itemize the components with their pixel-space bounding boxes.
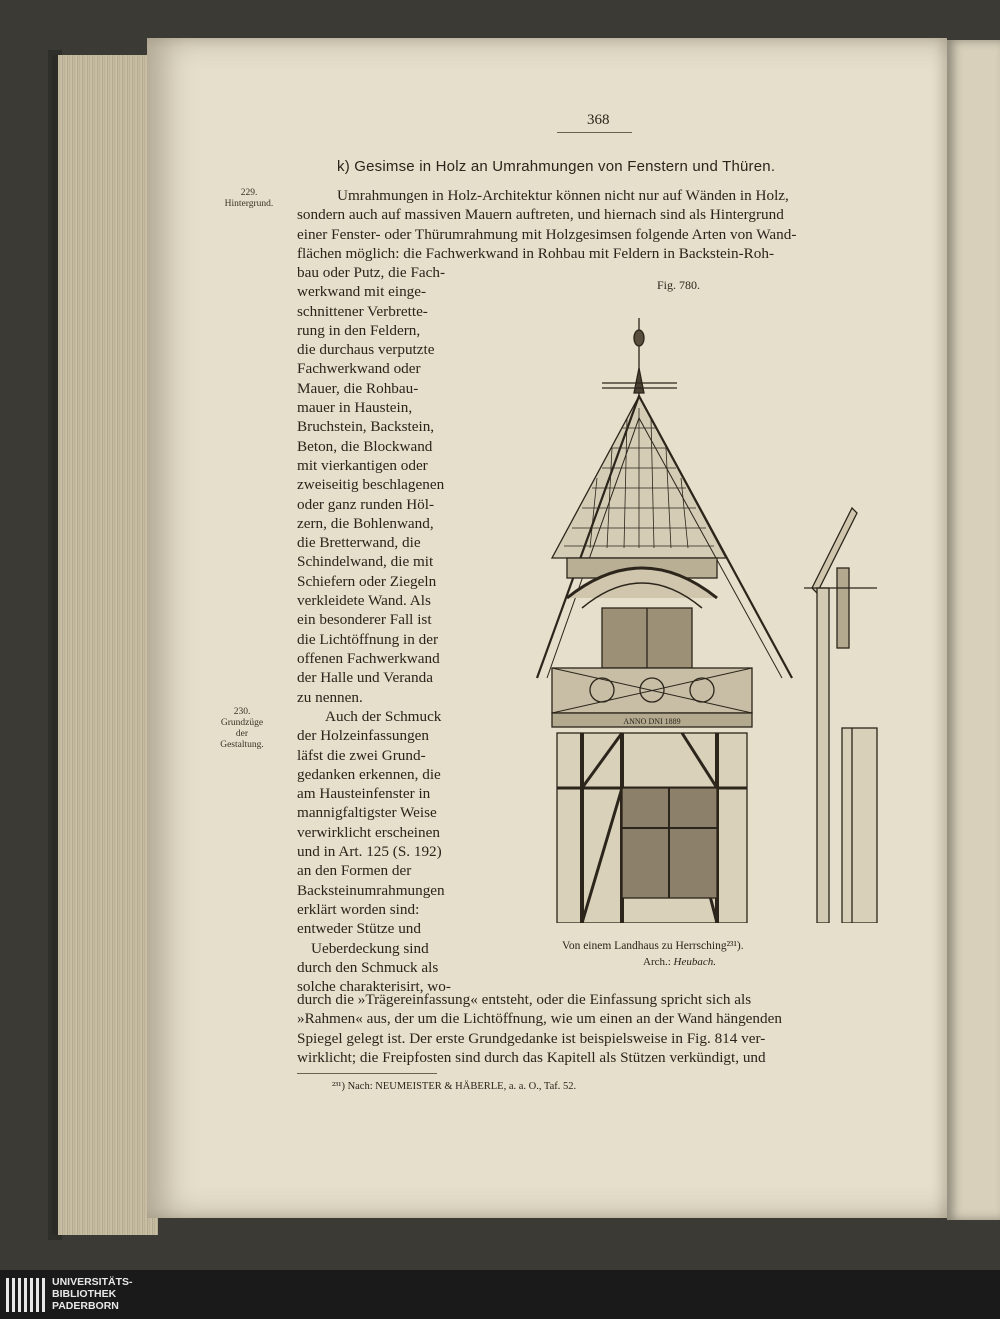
text-line: und in Art. 125 (S. 192): [297, 843, 442, 861]
text-line: mannigfaltigster Weise: [297, 804, 437, 822]
text-line: die durchaus verputzte: [297, 341, 435, 359]
text-line: einer Fenster- oder Thürumrahmung mit Holzgesimsen folgende Arten von Wand-: [297, 225, 797, 243]
margin-note-line: Gestaltung.: [220, 740, 264, 750]
text-line: Auch der Schmuck: [325, 708, 442, 725]
figure-inscription: ANNO DNI 1889: [623, 717, 681, 726]
text-line: Umrahmungen in Holz-Architektur können nicht nur auf Wänden in Holz,: [337, 187, 789, 204]
footnote: ²³¹) Nach: NEUMEISTER & HÄBERLE, a. a. O., Taf. 52.: [332, 1081, 577, 1092]
text-line: Spiegel gelegt ist. Der erste Grundgedanke ist beispielsweise in Fig. 814 ver-: [297, 1029, 766, 1047]
library-logo-icon: [6, 1278, 46, 1312]
text-line: Bruchstein, Backstein,: [297, 418, 435, 436]
margin-note-number: 230.: [233, 707, 251, 717]
text-line: mauer in Haustein,: [297, 399, 413, 417]
text-line: die Lichtöffnung in der: [297, 630, 439, 648]
text-line: die Bretterwand, die: [297, 534, 421, 552]
figure-dormer-drawing: [512, 308, 887, 923]
section-heading: k) Gesimse in Holz an Umrahmungen von Fenstern und Thüren.: [337, 158, 776, 175]
paragraph-2-column: [297, 707, 467, 996]
text-line: verwirklicht erscheinen: [297, 823, 440, 841]
text-line: erklärt worden sind:: [297, 900, 420, 918]
text-line: werkwand mit einge-: [297, 283, 427, 301]
text-line: mit vierkantigen oder: [297, 456, 428, 474]
text-line: verkleidete Wand. Als: [297, 592, 431, 610]
margin-note-229: [209, 188, 289, 210]
text-line: der Halle und Veranda: [297, 669, 433, 687]
text-line: an den Formen der: [297, 862, 412, 880]
margin-note-number: 229.: [240, 188, 258, 198]
text-line: Ueberdeckung sind: [311, 939, 429, 957]
margin-note-line: der: [235, 729, 249, 739]
text-line: der Holzeinfassungen: [297, 727, 430, 745]
footnote-rule: [297, 1073, 437, 1074]
figure-credit: [643, 956, 716, 968]
paragraph-1-full: [297, 186, 887, 263]
text-line: am Hausteinfenster in: [297, 785, 431, 803]
text-line: Fachwerkwand oder: [297, 360, 421, 378]
text-line: wirklicht; die Freipfosten sind durch das Kapitell als Stützen verkündigt, und: [297, 1048, 766, 1066]
page-number-rule: [557, 132, 632, 133]
text-line: ein besonderer Fall ist: [297, 611, 432, 629]
library-name: [52, 1276, 133, 1312]
library-footer: [0, 1270, 1000, 1319]
text-line: bau oder Putz, die Fach-: [297, 264, 446, 281]
text-line: Mauer, die Rohbau-: [297, 379, 419, 397]
text-line: oder ganz runden Höl-: [297, 495, 435, 513]
text-line: Backsteinumrahmungen: [297, 881, 445, 899]
figure-credit-name: Heubach.: [673, 956, 717, 968]
margin-note-230: [202, 707, 282, 751]
paragraph-2-full: [297, 990, 887, 1067]
text-line: zu nennen.: [297, 688, 363, 706]
margin-note-text: Hintergrund.: [224, 199, 274, 209]
text-line: flächen möglich: die Fachwerkwand in Rohbau mit Feldern in Backstein-Roh-: [297, 244, 775, 262]
text-line: »Rahmen« aus, der um die Lichtöffnung, wie um einen an der Wand hängenden: [297, 1010, 782, 1028]
paragraph-1-column: [297, 263, 467, 707]
text-line: zern, die Bohlenwand,: [297, 514, 434, 532]
book-page: [147, 38, 947, 1218]
text-line: durch die »Trägereinfassung« entsteht, oder die Einfassung spricht sich als: [297, 991, 752, 1008]
text-line: offenen Fachwerkwand: [297, 649, 440, 667]
text-line: rung in den Feldern,: [297, 321, 421, 339]
text-line: zweiseitig beschlagenen: [297, 476, 445, 494]
library-name-line: PADERBORN: [52, 1300, 119, 1312]
text-line: läfst die zwei Grund-: [297, 746, 426, 764]
text-line: sondern auch auf massiven Mauern auftreten, und hiernach sind als Hintergrund: [297, 206, 784, 224]
text-line: durch den Schmuck als: [297, 958, 439, 976]
text-line: gedanken erkennen, die: [297, 765, 441, 783]
text-line: schnittener Verbrette-: [297, 302, 428, 320]
text-line: Schindelwand, die mit: [297, 553, 434, 571]
text-line: Schiefern oder Ziegeln: [297, 572, 437, 590]
figure-caption: Von einem Landhaus zu Herrsching²³¹).: [562, 940, 744, 952]
text-line: solche charakterisirt, wo-: [297, 978, 451, 996]
margin-note-line: Grundzüge: [220, 718, 264, 728]
library-name-line: BIBLIOTHEK: [52, 1288, 117, 1300]
figure-credit-prefix: Arch.:: [643, 956, 671, 968]
facing-page-edge: [947, 40, 1000, 1220]
text-line: entweder Stütze und: [297, 920, 421, 938]
figure-label: Fig. 780.: [657, 278, 701, 292]
page-number: 368: [587, 112, 610, 128]
page-stack-edge: [52, 55, 158, 1235]
library-name-line: UNIVERSITÄTS-: [52, 1276, 133, 1288]
text-line: Beton, die Blockwand: [297, 437, 433, 455]
